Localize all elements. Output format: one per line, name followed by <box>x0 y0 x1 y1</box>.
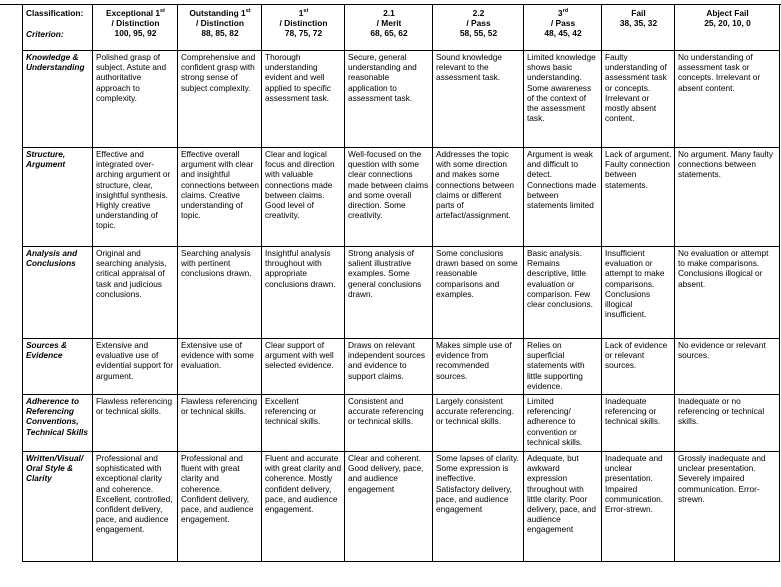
column-subtitle: / Merit <box>376 18 402 29</box>
column-title-sup: st <box>303 8 309 15</box>
rubric-cell: Consistent and accurate referencing or technical skills. <box>345 395 433 452</box>
column-marks: 68, 65, 62 <box>370 28 408 39</box>
rubric-cell: Relies on superficial statements with little supporting evidence. <box>524 339 602 395</box>
rubric-cell: Insightful analysis throughout with appropriate conclusions drawn. <box>262 247 345 339</box>
rubric-cell: Addresses the topic with some direction and makes some connections between claims or different parts of artefact/assignment. <box>433 148 524 247</box>
criterion-style-clarity: Written/Visual/ Oral Style & Clarity <box>23 452 93 562</box>
rubric-cell: Limited referencing/ adherence to convention or technical skills. <box>524 395 602 452</box>
column-title: 1 <box>298 8 304 18</box>
rubric-cell: Extensive use of evidence with some evaluation. <box>178 339 262 395</box>
column-subtitle: / Pass <box>466 18 491 29</box>
rubric-cell: Adequate, but awkward expression throughout with little clarity. Poor delivery, pace, and audience engagement <box>524 452 602 562</box>
rubric-cell: Excellent referencing or technical skills. <box>262 395 345 452</box>
criterion-label: Criterion: <box>26 29 64 40</box>
table-row <box>23 339 780 395</box>
column-title: Outstanding 1 <box>189 8 246 18</box>
rubric-cell: Inadequate or no referencing or technical skills. <box>675 395 780 452</box>
rubric-cell: Faulty understanding of assessment task or concepts. Irrelevant or mostly absent content. <box>602 51 675 148</box>
column-header-exceptional-1st <box>93 5 178 51</box>
rubric-cell: Limited knowledge shows basic understanding. Some awareness of the context of the assessment task. <box>524 51 602 148</box>
rubric-cell: Extensive and evaluative use of evidential support for argument. <box>93 339 178 395</box>
rubric-cell: Lack of argument. Faulty connection between statements. <box>602 148 675 247</box>
column-header-abject-fail <box>675 5 780 51</box>
column-marks: 48, 45, 42 <box>544 28 582 39</box>
column-marks: 78, 75, 72 <box>284 28 323 39</box>
criterion-knowledge-understanding: Knowledge & Understanding <box>23 51 93 148</box>
column-title: Abject Fail <box>706 8 749 18</box>
rubric-cell: Argument is weak and difficult to detect. Connections made between statements limited <box>524 148 602 247</box>
rubric-cell: Clear support of argument with well selected evidence. <box>262 339 345 395</box>
criterion-structure-argument: Structure, Argument <box>23 148 93 247</box>
rubric-cell: Largely consistent accurate referencing. or technical skills. <box>433 395 524 452</box>
rubric-cell: Makes simple use of evidence from recommended sources. <box>433 339 524 395</box>
rubric-cell: Clear and coherent. Good delivery, pace, and audience engagement <box>345 452 433 562</box>
column-header-outstanding-1st <box>178 5 262 51</box>
marking-rubric-table <box>22 4 780 562</box>
rubric-cell: Effective overall argument with clear and insightful connections between claims. Creative understanding of topic. <box>178 148 262 247</box>
rubric-cell: Flawless referencing or technical skills. <box>93 395 178 452</box>
column-header-3rd <box>524 5 602 51</box>
column-title-sup: st <box>160 8 165 15</box>
column-marks: 25, 20, 10, 0 <box>704 18 751 29</box>
column-marks: 38, 35, 32 <box>619 18 658 29</box>
rubric-cell: Thorough understanding evident and well applied to specific assessment task. <box>262 51 345 148</box>
header-row <box>23 5 780 51</box>
column-title: 2.2 <box>472 8 485 18</box>
column-title-sup: st <box>245 8 251 15</box>
table-row <box>23 452 780 562</box>
classification-label: Classification: <box>26 8 84 18</box>
table-row <box>23 395 780 452</box>
rubric-cell: Clear and logical focus and direction with valuable connections made between claims. Good level of creativity. <box>262 148 345 247</box>
column-subtitle: / Distinction <box>279 18 328 29</box>
column-title: Exceptional 1 <box>106 8 161 18</box>
column-header-1st <box>262 5 345 51</box>
column-header-fail <box>602 5 675 51</box>
column-subtitle: / Distinction <box>111 18 160 29</box>
rubric-cell: Inadequate referencing or technical skills. <box>602 395 675 452</box>
rubric-cell: Fluent and accurate with great clarity and coherence. Mostly confident delivery, pace, and audience engagement. <box>262 452 345 562</box>
rubric-cell: Insufficient evaluation or attempt to make comparisons. Conclusions illogical insufficient. <box>602 247 675 339</box>
criterion-analysis-conclusions: Analysis and Conclusions <box>23 247 93 339</box>
rubric-cell: No evidence or relevant sources. <box>675 339 780 395</box>
rubric-cell: No understanding of assessment task or concepts. Irrelevant or absent content. <box>675 51 780 148</box>
table-row <box>23 247 780 339</box>
corner-header-cell <box>23 5 93 51</box>
rubric-cell: Comprehensive and confident grasp with strong sense of subject complexity. <box>178 51 262 148</box>
rubric-cell: Some conclusions drawn based on some reasonable comparisons and examples. <box>433 247 524 339</box>
rubric-cell: Flawless referencing or technical skills. <box>178 395 262 452</box>
criterion-referencing-technical-skills: Adherence to Referencing Conventions, Technical Skills <box>23 395 93 452</box>
rubric-cell: Professional and sophisticated with exceptional clarity and coherence. Excellent, controlled, confident delivery, pace, and audience engagement. <box>93 452 178 562</box>
column-title: 2.1 <box>383 8 395 18</box>
rubric-cell: Secure, general understanding and reasonable application to assessment task. <box>345 51 433 148</box>
rubric-cell: Professional and fluent with great clarity and coherence. Confident delivery, pace, and audience engagement. <box>178 452 262 562</box>
rubric-cell: Well-focused on the question with some clear connections made between claims and some overall direction. Some creativity. <box>345 148 433 247</box>
rubric-cell: Some lapses of clarity. Some expression is ineffective. Satisfactory delivery, pace, and audience engagement <box>433 452 524 562</box>
criterion-sources-evidence: Sources & Evidence <box>23 339 93 395</box>
column-marks: 100, 95, 92 <box>114 28 157 39</box>
rubric-cell: Lack of evidence or relevant sources. <box>602 339 675 395</box>
rubric-cell: Effective and integrated over-arching argument or structure, clear, insightful synthesis. Highly creative understanding of topic. <box>93 148 178 247</box>
rubric-cell: Original and searching analysis, critical appraisal of task and judicious conclusions. <box>93 247 178 339</box>
column-subtitle: / Pass <box>550 18 576 29</box>
rubric-cell: Searching analysis with pertinent conclusions drawn. <box>178 247 262 339</box>
rubric-cell: Polished grasp of subject. Astute and authoritative approach to complexity. <box>93 51 178 148</box>
rubric-cell: Sound knowledge relevant to the assessment task. <box>433 51 524 148</box>
rubric-cell: Draws on relevant independent sources and evidence to support claims. <box>345 339 433 395</box>
column-title-sup: rd <box>562 8 569 15</box>
rubric-cell: No argument. Many faulty connections between statements. <box>675 148 780 247</box>
rubric-cell: Basic analysis. Remains descriptive, little evaluation or comparison. Few clear conclusions. <box>524 247 602 339</box>
column-marks: 58, 55, 52 <box>459 28 498 39</box>
rubric-cell: No evaluation or attempt to make comparisons. Conclusions illogical or absent. <box>675 247 780 339</box>
rubric-cell: Strong analysis of salient illustrative examples. Some general conclusions drawn. <box>345 247 433 339</box>
column-title: 3 <box>557 8 563 18</box>
rubric-cell: Inadequate and unclear presentation. Impaired communication. Error-strewn. <box>602 452 675 562</box>
table-row <box>23 148 780 247</box>
column-header-2-1 <box>345 5 433 51</box>
column-header-2-2 <box>433 5 524 51</box>
table-row <box>23 51 780 148</box>
column-title: Fail <box>631 8 646 18</box>
column-subtitle: / Distinction <box>196 18 244 29</box>
rubric-cell: Grossly inadequate and unclear presentation. Severely impaired communication. Error-strewn. <box>675 452 780 562</box>
column-marks: 88, 85, 82 <box>201 28 239 39</box>
